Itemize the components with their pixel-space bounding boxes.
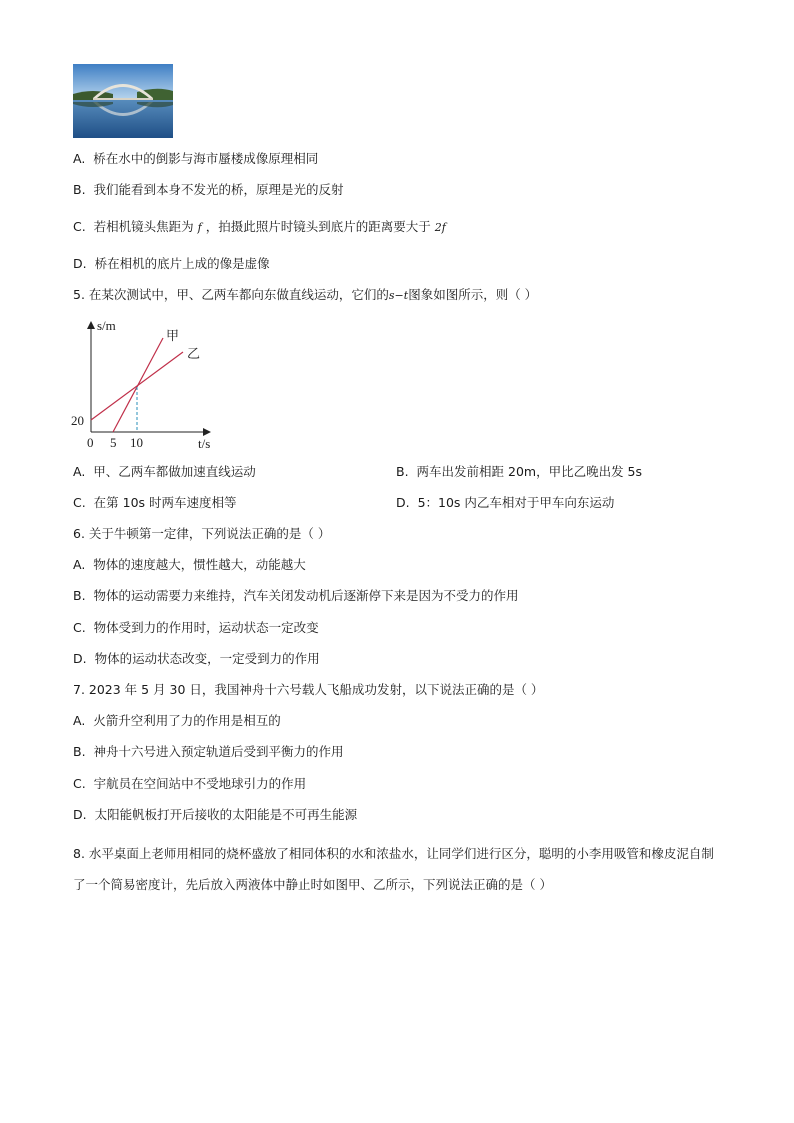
option-text: 在第 10s 时两车速度相等: [93, 495, 237, 510]
option-letter: B.: [73, 588, 86, 603]
q5-option-b: [396, 464, 642, 480]
tick-label-10: 10: [130, 435, 143, 450]
option-letter: B.: [396, 464, 409, 479]
option-text: 物体的运动需要力来维持，汽车关闭发动机后逐渐停下来是因为不受力的作用: [93, 588, 519, 603]
option-letter: C.: [73, 219, 86, 234]
option-text: 两车出发前相距 20m，甲比乙晚出发 5s: [416, 464, 643, 479]
stem-text: 5. 在某次测试中，甲、乙两车都向东做直线运动，它们的: [73, 287, 389, 302]
option-text: 甲、乙两车都做加速直线运动: [93, 464, 256, 479]
q5-option-a: [73, 464, 256, 480]
option-text: ，拍摄此照片时镜头到底片的距离要大于: [205, 219, 431, 234]
option-text: 5：10s 内乙车相对于甲车向东运动: [417, 495, 615, 510]
q7-option-d: [73, 807, 357, 823]
option-text: 物体受到力的作用时，运动状态一定改变: [93, 620, 319, 635]
stem-text: 图象如图所示，则（ ）: [408, 287, 538, 302]
option-text: 火箭升空利用了力的作用是相互的: [93, 713, 281, 728]
option-letter: C.: [73, 776, 86, 791]
option-letter: D.: [396, 495, 410, 510]
math-symbol: f: [197, 221, 202, 234]
q7-stem: 7. 2023 年 5 月 30 日，我国神舟十六号载人飞船成功发射，以下说法正确的是（ ）: [73, 682, 544, 697]
q8-stem: 8. 水平桌面上老师用相同的烧杯盛放了相同体积的水和浓盐水，让同学们进行区分，聪明的小李用吸管和橡皮泥自制了一个简易密度计，先后放入两液体中静止时如图甲、乙所示，下列说法正确的是（ ）: [73, 846, 714, 892]
tick-label-20: 20: [71, 413, 84, 428]
option-letter: C.: [73, 620, 86, 635]
option-text: 若相机镜头焦距为: [93, 219, 194, 234]
q7-option-b: [73, 744, 344, 760]
q4-option-d: [73, 256, 270, 272]
option-letter: D.: [73, 807, 87, 822]
bridge-photo: [73, 64, 173, 138]
option-letter: A.: [73, 713, 86, 728]
math-symbol: 2f: [434, 221, 446, 234]
option-text: 物体的运动状态改变，一定受到力的作用: [94, 651, 320, 666]
q5-stem: [73, 287, 537, 304]
q6-option-b: [73, 588, 519, 604]
option-text: 桥在水中的倒影与海市蜃楼成像原理相同: [93, 151, 319, 166]
option-text: 我们能看到本身不发光的桥，原理是光的反射: [93, 182, 344, 197]
q4-option-b: [73, 182, 344, 198]
option-letter: A.: [73, 151, 86, 166]
q6-stem: 6. 关于牛顿第一定律，下列说法正确的是（ ）: [73, 526, 331, 541]
option-letter: B.: [73, 182, 86, 197]
option-text: 宇航员在空间站中不受地球引力的作用: [93, 776, 307, 791]
option-letter: A.: [73, 464, 86, 479]
q7-option-c: [73, 776, 306, 792]
tick-label-5: 5: [110, 435, 117, 450]
option-text: 神舟十六号进入预定轨道后受到平衡力的作用: [93, 744, 344, 759]
option-letter: C.: [73, 495, 86, 510]
line-label-jia: 甲: [166, 328, 180, 343]
option-letter: D.: [73, 651, 87, 666]
q4-option-c: [73, 219, 446, 236]
q6-option-a: [73, 557, 306, 573]
q7-option-a: [73, 713, 281, 729]
s-t-graph: [70, 314, 230, 452]
option-text: 太阳能帆板打开后接收的太阳能是不可再生能源: [94, 807, 358, 822]
q6-option-c: [73, 620, 319, 636]
q6-option-d: [73, 651, 320, 667]
option-letter: B.: [73, 744, 86, 759]
q5-option-c: [73, 495, 237, 511]
option-text: 物体的速度越大，惯性越大，动能越大: [93, 557, 306, 572]
q4-option-a: [73, 151, 318, 167]
y-axis-label: s/m: [97, 318, 116, 333]
option-letter: D.: [73, 256, 87, 271]
math-symbol: s−t: [388, 289, 409, 302]
tick-label-0: 0: [87, 435, 94, 450]
option-text: 桥在相机的底片上成的像是虚像: [94, 256, 270, 271]
q5-option-d: [396, 495, 614, 511]
option-letter: A.: [73, 557, 86, 572]
x-axis-label: t/s: [198, 436, 211, 451]
line-label-yi: 乙: [187, 346, 201, 361]
